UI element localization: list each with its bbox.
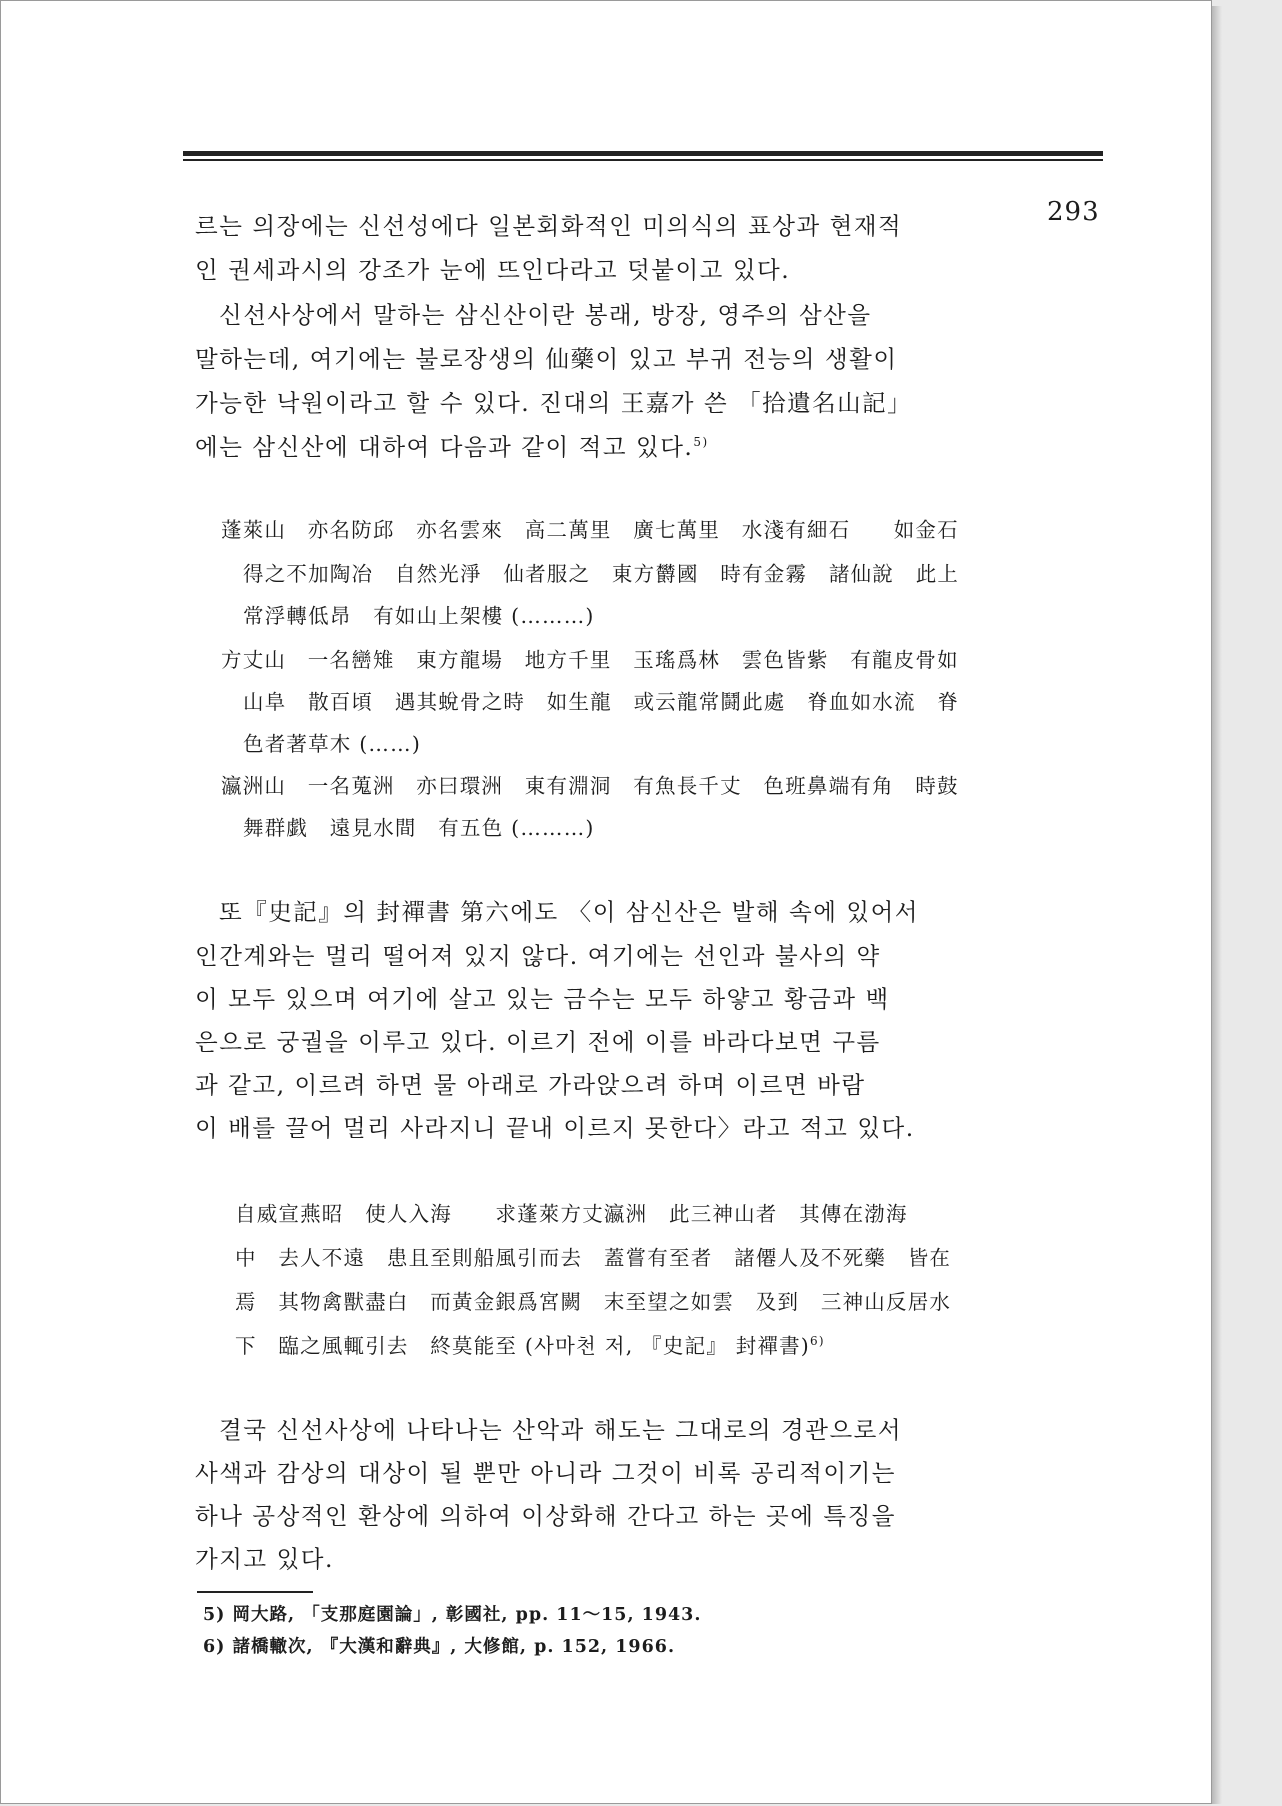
quote-line: 色者著草木 (……) [243,732,422,756]
footnote-5: 5) 岡大路, 「支那庭園論」, 彰國社, pp. 11～15, 1943. [203,1605,702,1625]
text-line: 결국 신선사상에 나타나는 산악과 해도는 그대로의 경관으로서 [219,1416,903,1444]
quote-line: 中 去人不遠 患且至則船風引而去 蓋嘗有至者 諸僊人及不死藥 皆在 [235,1246,952,1270]
footnote-6: 6) 諸橋轍次, 『大漢和辭典』, 大修館, p. 152, 1966. [203,1637,676,1657]
text-line: 말하는데, 여기에는 불로장생의 仙藥이 있고 부귀 전능의 생활이 [195,345,898,373]
text-line: 이 모두 있으며 여기에 살고 있는 금수는 모두 하얗고 황금과 백 [195,985,890,1013]
text-line: 사색과 감상의 대상이 될 뿐만 아니라 그것이 비록 공리적이기는 [195,1459,896,1487]
header-rule-thin [183,159,1103,161]
text-line: 또『史記』의 封禪書 第六에도 〈이 삼신산은 발해 속에 있어서 [219,898,920,926]
quote-line: 得之不加陶冶 自然光淨 仙者服之 東方欝國 時有金霧 諸仙說 此上 [243,562,960,586]
text-line: 인간계와는 멀리 떨어져 있지 않다. 여기에는 선인과 불사의 약 [195,942,881,970]
text-line: 이 배를 끌어 멀리 사라지니 끝내 이르지 못한다〉라고 적고 있다. [195,1114,915,1142]
header-rule-thick [183,151,1103,156]
quote-line: 蓬萊山 亦名防邱 亦名雲來 高二萬里 廣七萬里 水淺有細石 如金石 [221,518,959,542]
quote-line: 瀛洲山 一名蒐洲 亦曰環洲 東有淵洞 有魚長千丈 色班鼻端有角 時鼓 [221,774,959,798]
text-line: 인 권세과시의 강조가 눈에 뜨인다라고 덧붙이고 있다. [195,256,791,284]
page-edge-shadow [1212,6,1222,1804]
footnote-ref-5: 5) [693,435,709,450]
text-line: 가지고 있다. [195,1545,334,1573]
text-line [195,428,709,462]
text-line: 가능한 낙원이라고 할 수 있다. 진대의 王嘉가 쓴 「拾遺名山記」 [195,389,913,417]
quote-line: 常浮轉低昂 有如山上架樓 (………) [243,604,595,628]
footnote-rule [197,1591,313,1593]
quote-line: 山阜 散百頃 遇其蛻骨之時 如生龍 或云龍常鬪此處 脊血如水流 脊 [243,690,960,714]
quote-line [235,1329,825,1359]
text-line-content: 에는 삼신산에 대하여 다음과 같이 적고 있다. [195,433,694,461]
quote-line: 方丈山 一名巒雉 東方龍場 地方千里 玉瑤爲林 雲色皆紫 有龍皮骨如 [221,648,959,672]
text-line: 하나 공상적인 환상에 의하여 이상화해 간다고 하는 곳에 특징을 [195,1502,896,1530]
quote-line: 自威宣燕昭 使人入海 求蓬萊方丈瀛洲 此三神山者 其傳在渤海 [235,1202,908,1226]
quote-line: 舞群戯 遠見水間 有五色 (………) [243,816,595,840]
quote-line-content: 下 臨之風輒引去 終莫能至 (사마천 저, 『史記』 封禪書) [235,1334,810,1358]
quote-line: 焉 其物禽獸盡白 而黃金銀爲宮闕 末至望之如雲 及到 三神山反居水 [235,1290,952,1314]
text-line: 은으로 궁궐을 이루고 있다. 이르기 전에 이를 바라다보면 구름 [195,1028,881,1056]
text-line: 과 같고, 이르려 하면 물 아래로 가라앉으려 하며 이르면 바람 [195,1071,866,1099]
page-number: 293 [1047,197,1100,227]
text-line: 신선사상에서 말하는 삼신산이란 봉래, 방장, 영주의 삼산을 [219,301,872,329]
footnote-ref-6: 6) [810,1334,825,1349]
text-line: 르는 의장에는 신선성에다 일본회화적인 미의식의 표상과 현재적 [195,212,903,240]
